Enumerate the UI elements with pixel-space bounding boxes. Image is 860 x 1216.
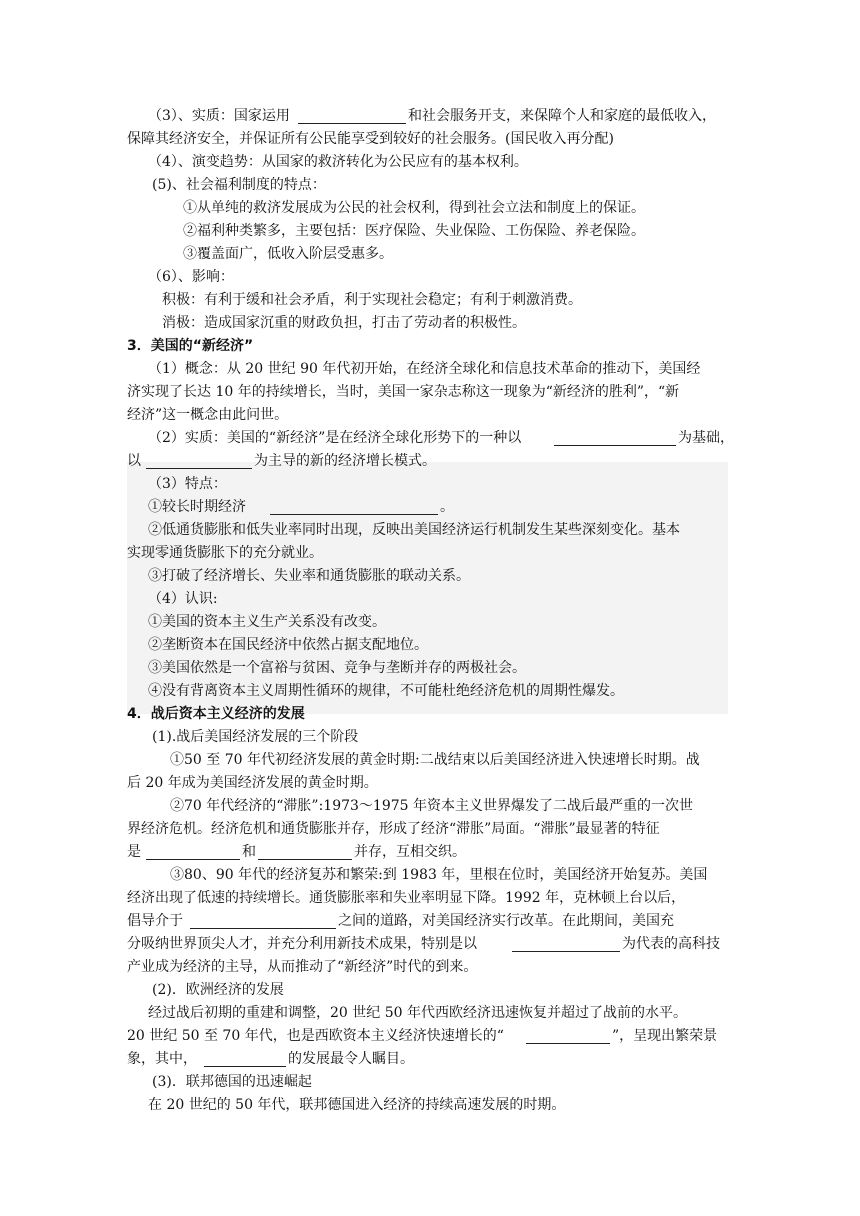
fill-blank [204, 1052, 286, 1067]
section-title: 4．战后资本主义经济的发展 [127, 706, 305, 722]
text: 产业成为经济的主导，从而推动了“新经济”时代的到来。 [127, 959, 478, 975]
list-item: ①较长时期经济 [148, 499, 246, 515]
heading: (2)．欧洲经济的发展 [152, 982, 284, 998]
text: 经济”这一概念由此问世。 [127, 407, 289, 423]
doc-line [0, 105, 860, 128]
text: 和社会服务开支，来保障个人和家庭的最低收入， [408, 108, 716, 124]
section-title: 3．美国的“新经济” [127, 338, 254, 354]
text: 倡导介于 [127, 913, 183, 929]
doc-line [0, 795, 860, 818]
text: 为代表的高科技 [622, 936, 720, 952]
text: 并存，互相交织。 [354, 844, 466, 860]
doc-line [0, 289, 860, 312]
doc-line [0, 197, 860, 220]
doc-line [0, 335, 860, 358]
doc-line [0, 266, 860, 289]
doc-line [0, 680, 860, 703]
doc-line [0, 220, 860, 243]
heading: (5)、社会福利制度的特点： [152, 177, 326, 193]
doc-line [0, 933, 860, 956]
list-item: ③美国依然是一个富裕与贫困、竞争与垄断并存的两极社会。 [148, 660, 526, 676]
doc-line [0, 427, 860, 450]
text: 经济出现了低速的持续增长。通货膨胀率和失业率明显下降。1992 年，克林顿上台以后， [127, 890, 686, 906]
fill-blank [270, 500, 438, 515]
doc-line [0, 381, 860, 404]
heading: (3)．联邦德国的迅速崛起 [152, 1074, 312, 1090]
doc-line [0, 519, 860, 542]
fill-blank [258, 845, 352, 860]
list-item: ④没有背离资本主义周期性循环的规律，不可能杜绝经济危机的周期性爆发。 [148, 683, 624, 699]
heading: （4）认识: [148, 591, 218, 607]
text: 后 20 年成为美国经济发展的黄金时期。 [127, 775, 378, 791]
text: 保障其经济安全，并保证所有公民能享受到较好的社会服务。(国民收入再分配) [127, 131, 614, 147]
text: 是 [127, 844, 141, 860]
text: （4）、演变趋势：从国家的救济转化为公民应有的基本权利。 [148, 154, 528, 170]
list-item: ③覆盖面广，低收入阶层受惠多。 [183, 246, 393, 262]
list-item: ②低通货膨胀和低失业率同时出现，反映出美国经济运行机制发生某些深刻变化。基本 [148, 522, 680, 538]
list-item: ②垄断资本在国民经济中依然占据支配地位。 [148, 637, 428, 653]
doc-line [0, 1002, 860, 1025]
list-item: ①50 至 70 年代初经济发展的黄金时期:二战结束以后美国经济进入快速增长时期。战 [170, 752, 700, 768]
doc-line [0, 864, 860, 887]
doc-line [0, 887, 860, 910]
list-item: ①从单纯的救济发展成为公民的社会权利，得到社会立法和制度上的保证。 [183, 200, 645, 216]
doc-line [0, 473, 860, 496]
list-item: ②70 年代经济的“滞胀”:1973～1975 年资本主义世界爆发了二战后最严重的一次世 [170, 798, 694, 814]
text: 界经济危机。经济危机和通货膨胀并存，形成了经济“滞胀”局面。“滞胀”最显著的特征 [127, 821, 660, 837]
doc-line [0, 1048, 860, 1071]
doc-line [0, 243, 860, 266]
doc-line [0, 956, 860, 979]
doc-line [0, 657, 860, 680]
doc-line [0, 910, 860, 933]
doc-line [0, 358, 860, 381]
fill-blank [190, 914, 336, 929]
fill-blank [146, 454, 252, 469]
text: 济实现了长达 10 年的持续增长，当时，美国一家杂志称这一现象为“新经济的胜利”，“新 [127, 384, 680, 400]
doc-line [0, 151, 860, 174]
text: （2）实质：美国的“新经济”是在经济全球化形势下的一种以 [148, 430, 522, 446]
text: 为主导的新的经济增长模式。 [254, 453, 436, 469]
doc-line [0, 1094, 860, 1117]
text: 的发展最令人瞩目。 [288, 1051, 414, 1067]
text: 为基础， [678, 430, 734, 446]
text: （1）概念：从 20 世纪 90 年代初开始，在经济全球化和信息技术革命的推动下，美国经 [148, 361, 701, 377]
text: 经过战后初期的重建和调整，20 世纪 50 年代西欧经济迅速恢复并超过了战前的水平。 [148, 1005, 687, 1021]
doc-line [0, 588, 860, 611]
doc-line [0, 404, 860, 427]
fill-blank [512, 937, 620, 952]
heading: (1).战后美国经济发展的三个阶段 [152, 729, 359, 745]
list-item: ③80、90 年代的经济复苏和繁荣:到 1983 年，里根在位时，美国经济开始复苏。美国 [170, 867, 708, 883]
doc-line [0, 634, 860, 657]
text: 分吸纳世界顶尖人才，并充分利用新技术成果，特别是以 [127, 936, 477, 952]
doc-line [0, 565, 860, 588]
heading: （6）、影响： [148, 269, 234, 285]
text: ”，呈现出繁荣景 [612, 1028, 718, 1044]
text: 以 [127, 453, 141, 469]
doc-line [0, 1071, 860, 1094]
fill-blank [298, 109, 406, 124]
doc-line [0, 496, 860, 519]
doc-line [0, 818, 860, 841]
text: （3）、实质：国家运用 [148, 108, 290, 124]
doc-line [0, 312, 860, 335]
doc-line [0, 841, 860, 864]
list-item: ③打破了经济增长、失业率和通货膨胀的联动关系。 [148, 568, 470, 584]
text: 消极：造成国家沉重的财政负担，打击了劳动者的积极性。 [162, 315, 526, 331]
text: 20 世纪 50 至 70 年代，也是西欧资本主义经济快速增长的“ [127, 1028, 504, 1044]
doc-line [0, 174, 860, 197]
doc-line [0, 979, 860, 1002]
doc-line [0, 611, 860, 634]
doc-line [0, 542, 860, 565]
fill-blank [526, 1029, 610, 1044]
text: 。 [440, 499, 454, 515]
list-item: ②福利种类繁多，主要包括：医疗保险、失业保险、工伤保险、养老保险。 [183, 223, 645, 239]
fill-blank [554, 431, 676, 446]
text: 和 [242, 844, 256, 860]
text: 实现零通货膨胀下的充分就业。 [127, 545, 323, 561]
heading: （3）特点： [148, 476, 227, 492]
doc-line [0, 749, 860, 772]
doc-line [0, 703, 860, 726]
text: 之间的道路，对美国经济实行改革。在此期间，美国充 [338, 913, 674, 929]
list-item: ①美国的资本主义生产关系没有改变。 [148, 614, 386, 630]
text: 在 20 世纪的 50 年代，联邦德国进入经济的持续高速发展的时期。 [148, 1097, 566, 1113]
doc-line [0, 450, 860, 473]
doc-line [0, 1025, 860, 1048]
text: 积极：有利于缓和社会矛盾，利于实现社会稳定；有利于刺激消费。 [162, 292, 582, 308]
doc-line [0, 128, 860, 151]
text: 象，其中， [127, 1051, 197, 1067]
fill-blank [146, 845, 240, 860]
doc-line [0, 772, 860, 795]
doc-line [0, 726, 860, 749]
